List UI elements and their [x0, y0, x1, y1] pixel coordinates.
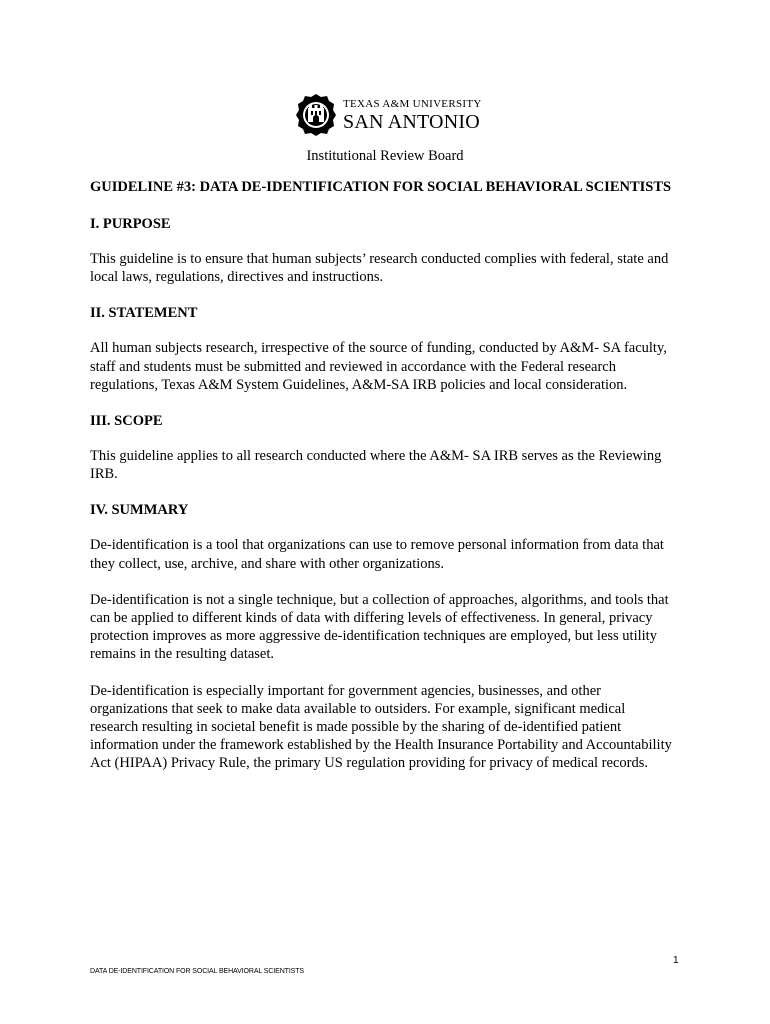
university-logo [295, 92, 480, 138]
document-title: GUIDELINE #3: DATA DE-IDENTIFICATION FOR SOCIAL BEHAVIORAL SCIENTISTS [90, 179, 672, 195]
board-heading: Institutional Review Board [306, 148, 464, 164]
section-heading-summary: IV. SUMMARY [90, 502, 189, 519]
logo-university-name: TEXAS A&M UNIVERSITY [343, 97, 482, 110]
logo-wordmark [343, 99, 482, 132]
statement-paragraph: All human subjects research, irrespective of the source of funding, conducted by A&M- SA faculty, staff and students must be submitted and reviewed in accordance with the Federal research regulations, Texas A&M System Guidelines, A&M-SA IRB policies and local consideration. [90, 340, 667, 393]
section-heading-purpose: I. PURPOSE [90, 216, 171, 232]
logo-campus-name: SAN ANTONIO [343, 110, 480, 133]
summary-paragraph-2: De-identification is not a single technique, but a collection of approaches, algorithms, and tools that can be applied to different kinds of data with differing levels of effectiveness. In general, privacy protection improves as more aggressive de-identification techniques are employed, but less utility remains in the resulting dataset. [90, 591, 669, 663]
section-heading-scope: III. SCOPE [90, 413, 163, 430]
summary-paragraph-3: De-identification is especially important for government agencies, businesses, and other organizations that seek to make data available to outsiders. For example, significant medical research resulting in societal benefit is made possible by the sharing of de-identified patient information under the framework established by the Health Insurance Portability and Accountability Act (HIPAA) Privacy Rule, the primary US regulation providing for privacy of medical records. [90, 682, 672, 772]
page-number: 1 [673, 955, 679, 966]
university-seal-icon [295, 93, 337, 137]
document-body [90, 178, 675, 791]
footer-running-title: DATA DE-IDENTIFICATION FOR SOCIAL BEHAVIORAL SCIENTISTS [90, 968, 304, 975]
section-heading-statement: II. STATEMENT [90, 305, 198, 322]
summary-paragraph-1: De-identification is a tool that organizations can use to remove personal information from data that they collect, use, archive, and share with other organizations. [90, 537, 664, 572]
scope-paragraph: This guideline applies to all research conducted where the A&M- SA IRB serves as the Reviewing IRB. [90, 448, 662, 483]
purpose-paragraph: This guideline is to ensure that human subjects’ research conducted complies with federal, state and local laws, regulations, directives and instructions. [90, 251, 669, 286]
